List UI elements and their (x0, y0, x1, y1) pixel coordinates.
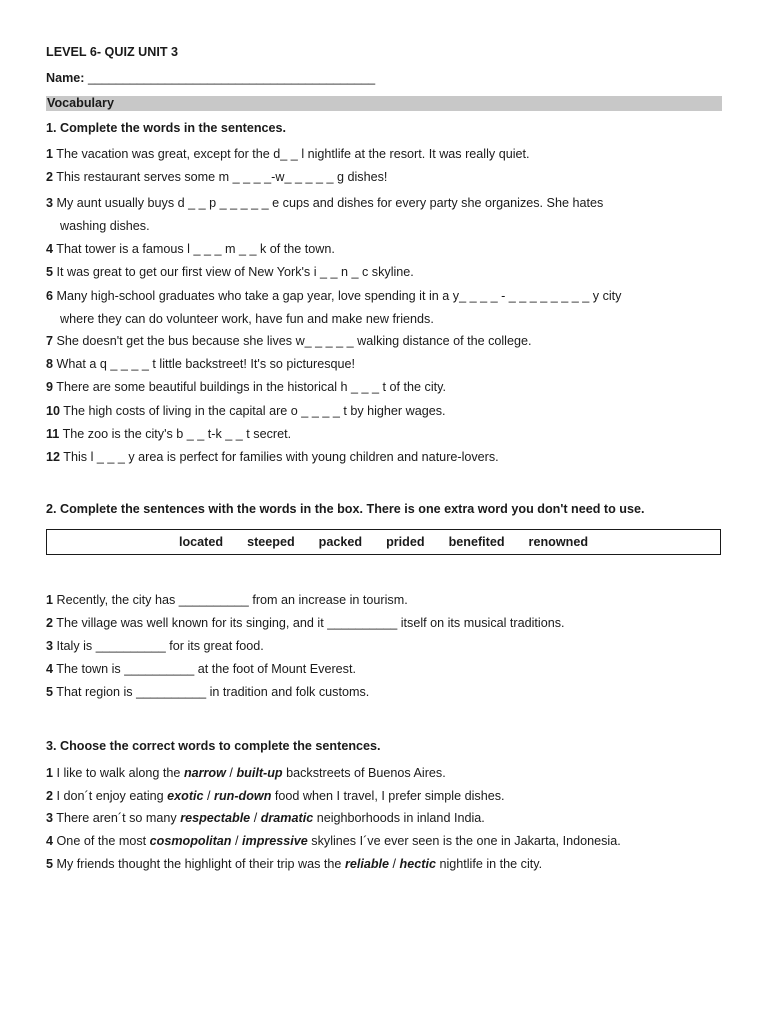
choice-b[interactable]: run-down (214, 789, 272, 803)
s3-item: 4 One of the most cosmopolitan / impressive skylines I´ve ever seen is the one in Jakarta, Indonesia. (46, 834, 621, 848)
choice-a[interactable]: respectable (180, 811, 251, 825)
s2-item: 2 The village was well known for its singing, and it __________ itself on its musical traditions. (46, 616, 565, 630)
section1-instruction: 1. Complete the words in the sentences. (46, 121, 287, 135)
s1-item: 2 This restaurant serves some m _ _ _ _-w_ _ _ _ _ g dishes! (46, 170, 388, 184)
name-line (46, 70, 375, 86)
s1-item: 3 My aunt usually buys d _ _ p _ _ _ _ _ e cups and dishes for every party she organizes. She hates (46, 196, 604, 210)
section2-instruction: 2. Complete the sentences with the words in the box. There is one extra word you don't need to use. (46, 502, 645, 516)
choice-b[interactable]: impressive (242, 834, 308, 848)
word-box-item: located (178, 535, 224, 549)
s1-item-continuation: washing dishes. (60, 219, 150, 233)
choice-a[interactable]: narrow (183, 766, 226, 780)
s2-item: 4 The town is __________ at the foot of Mount Everest. (46, 662, 356, 676)
choice-a[interactable]: reliable (344, 857, 390, 871)
choice-b[interactable]: dramatic (260, 811, 314, 825)
choice-a[interactable]: exotic (167, 789, 204, 803)
s1-item: 7 She doesn't get the bus because she lives w_ _ _ _ _ walking distance of the college. (46, 334, 532, 348)
word-box-item: prided (386, 535, 425, 549)
s1-item: 12 This l _ _ _ y area is perfect for families with young children and nature-lovers. (46, 450, 499, 464)
s2-item: 5 That region is __________ in tradition and folk customs. (46, 685, 370, 699)
word-box-item: steeped (247, 535, 295, 549)
s1-item: 6 Many high-school graduates who take a gap year, love spending it in a y_ _ _ _ - _ _ _ _ _ _ _ _ y city (46, 289, 622, 303)
s2-item: 1 Recently, the city has __________ from an increase in tourism. (46, 593, 408, 607)
choice-b[interactable]: built-up (236, 766, 283, 780)
word-box-item: benefited (448, 535, 505, 549)
section3-instruction: 3. Choose the correct words to complete the sentences. (46, 739, 381, 753)
s3-item: 5 My friends thought the highlight of their trip was the reliable / hectic nightlife in the city. (46, 857, 543, 871)
word-box (46, 529, 721, 555)
s1-item: 5 It was great to get our first view of New York's i _ _ n _ c skyline. (46, 265, 414, 279)
choice-a[interactable]: cosmopolitan (149, 834, 232, 848)
word-box-item: renowned (528, 535, 589, 549)
s3-item: 3 There aren´t so many respectable / dramatic neighborhoods in inland India. (46, 811, 485, 825)
s1-item: 9 There are some beautiful buildings in the historical h _ _ _ t of the city. (46, 380, 446, 394)
s2-item: 3 Italy is __________ for its great food. (46, 639, 264, 653)
quiz-title: LEVEL 6- QUIZ UNIT 3 (46, 45, 179, 59)
s1-item-continuation: where they can do volunteer work, have fun and make new friends. (60, 312, 434, 326)
s3-item: 1 I like to walk along the narrow / built-up backstreets of Buenos Aires. (46, 766, 446, 780)
name-label: Name: (46, 71, 85, 85)
s1-item: 11 The zoo is the city's b _ _ t-k _ _ t secret. (46, 427, 292, 441)
s1-item: 8 What a q _ _ _ _ t little backstreet! It's so picturesque! (46, 357, 356, 371)
s1-item: 10 The high costs of living in the capital are o _ _ _ _ t by higher wages. (46, 404, 446, 418)
vocabulary-heading: Vocabulary (46, 96, 722, 111)
choice-b[interactable]: hectic (399, 857, 436, 871)
s1-item: 1 The vacation was great, except for the d_ _ l nightlife at the resort. It was really quiet. (46, 147, 530, 161)
s1-item: 4 That tower is a famous l _ _ _ m _ _ k of the town. (46, 242, 335, 256)
s3-item: 2 I don´t enjoy eating exotic / run-down food when I travel, I prefer simple dishes. (46, 789, 505, 803)
word-box-item: packed (318, 535, 363, 549)
name-blank[interactable]: _________________________________________ (88, 71, 376, 85)
